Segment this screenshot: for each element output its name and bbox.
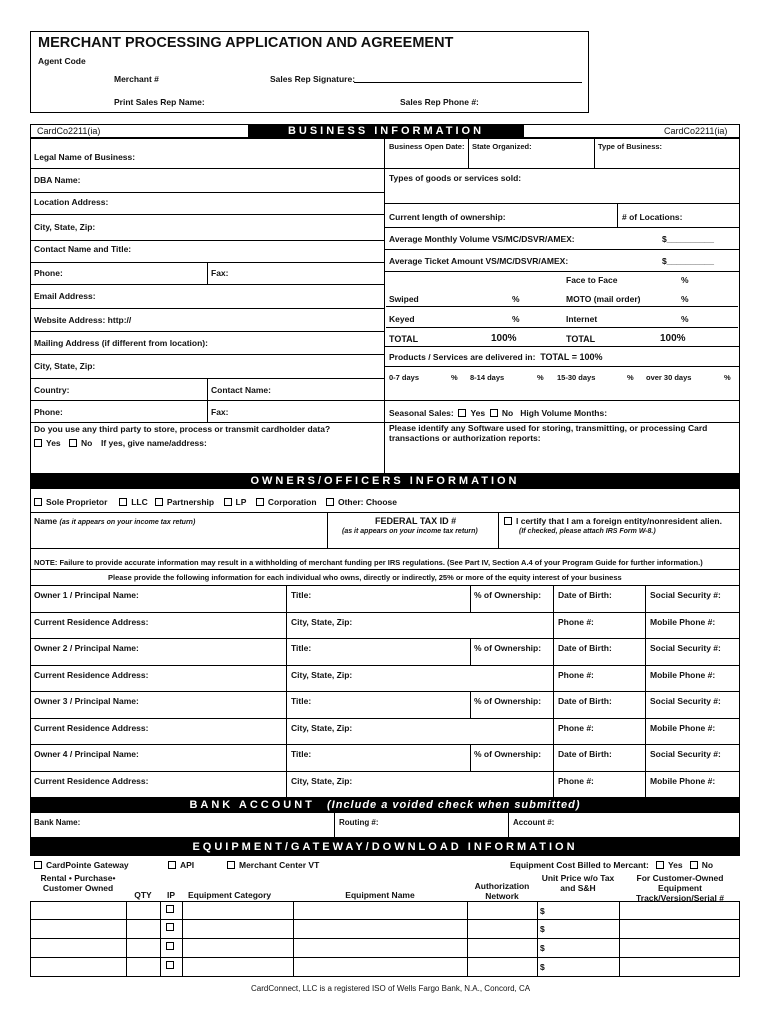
keyed-pct[interactable]: %	[512, 314, 520, 324]
ip-checkbox-icon[interactable]	[166, 961, 174, 969]
ownership-length-field[interactable]: Current length of ownership:	[389, 212, 506, 222]
col-authorization-network: Authorization Network	[474, 881, 530, 901]
owner-ownership-pct[interactable]: % of Ownership:	[474, 643, 542, 653]
owner-city-state-zip[interactable]: City, State, Zip:	[291, 775, 353, 786]
email-field[interactable]: Email Address:	[34, 291, 96, 301]
city-state-zip-field[interactable]: City, State, Zip:	[34, 222, 96, 232]
keyed-label: Keyed	[389, 314, 415, 324]
ip-checkbox-icon[interactable]	[166, 905, 174, 913]
face-to-face-label: Face to Face	[566, 275, 618, 285]
checkbox-icon[interactable]	[168, 861, 176, 869]
checkbox-icon[interactable]	[34, 861, 42, 869]
location-address-field[interactable]: Location Address:	[34, 197, 109, 207]
checkbox-icon[interactable]	[34, 498, 42, 506]
col-equipment-category: Equipment Category	[188, 890, 272, 900]
owner-mobile-phone[interactable]: Mobile Phone #:	[650, 775, 716, 786]
merchant-center-vt[interactable]: Merchant Center VT	[227, 860, 319, 870]
agent-code-label: Agent Code	[38, 56, 86, 66]
business-open-date[interactable]: Business Open Date:	[389, 142, 465, 151]
foreign-entity-certify[interactable]: I certify that I am a foreign entity/nonresident alien.	[504, 516, 722, 526]
third-party-yes[interactable]: Yes	[34, 438, 61, 448]
owner-mobile-phone[interactable]: Mobile Phone #:	[650, 669, 716, 680]
delivery-0-7[interactable]: 0-7 days	[389, 373, 420, 382]
owner-phone[interactable]: Phone #:	[558, 722, 594, 733]
federal-tax-id-label[interactable]: FEDERAL TAX ID #	[375, 516, 457, 526]
dba-name-field[interactable]: DBA Name:	[34, 175, 81, 185]
checkbox-icon[interactable]	[458, 409, 466, 417]
bank-bar: BANK ACCOUNT (Include a voided check when submitted)	[30, 798, 740, 812]
col-unit-price: Unit Price w/o Tax and S&H	[541, 873, 615, 893]
checkbox-icon[interactable]	[34, 439, 42, 447]
type-of-business[interactable]: Type of Business:	[598, 142, 663, 151]
owner-city-state-zip[interactable]: City, State, Zip:	[291, 669, 353, 680]
owner-ownership-pct[interactable]: % of Ownership:	[474, 590, 542, 600]
mailing-city-field[interactable]: City, State, Zip:	[34, 361, 96, 371]
owner-city-state-zip[interactable]: City, State, Zip:	[291, 722, 353, 733]
checkbox-icon[interactable]	[155, 498, 163, 506]
account-field[interactable]: Account #:	[513, 818, 555, 827]
owner-ssn[interactable]: Social Security #:	[650, 643, 721, 653]
col-ip: IP	[166, 890, 176, 900]
ownership-instruction: Please provide the following information for each individual who owns, directly or indirectly, 25% or more of the equity interest of your business	[108, 573, 622, 582]
third-party-question: Do you use any third party to store, process or transmit cardholder data?	[34, 424, 331, 434]
equipment-bar: EQUIPMENT/GATEWAY/DOWNLOAD INFORMATION	[30, 838, 740, 856]
swiped-pct[interactable]: %	[512, 294, 520, 304]
avg-monthly-volume[interactable]: Average Monthly Volume VS/MC/DSVR/AMEX:	[389, 234, 575, 244]
moto-pct[interactable]: %	[681, 294, 689, 304]
owner-ownership-pct[interactable]: % of Ownership:	[474, 749, 542, 759]
routing-field[interactable]: Routing #:	[339, 818, 379, 827]
checkbox-icon[interactable]	[504, 517, 512, 525]
tax-id-note: (as it appears on your income tax return)	[342, 528, 478, 535]
moto-label: MOTO (mail order)	[566, 294, 641, 304]
total2-value: 100%	[660, 333, 686, 344]
owner-residence-address[interactable]: Current Residence Address:	[34, 722, 149, 733]
owner-title[interactable]: Title:	[291, 749, 312, 759]
owner-principal-name[interactable]: Owner 1 / Principal Name:	[34, 590, 139, 600]
face-to-face-pct[interactable]: %	[681, 275, 689, 285]
owner-dob[interactable]: Date of Birth:	[558, 749, 612, 759]
delivery-over-30[interactable]: over 30 days	[646, 373, 692, 382]
total-value: 100%	[491, 333, 517, 344]
unit-price-dollar[interactable]: $	[540, 906, 545, 916]
checkbox-icon[interactable]	[69, 439, 77, 447]
owner-principal-name[interactable]: Owner 2 / Principal Name:	[34, 643, 139, 653]
unit-price-dollar[interactable]: $	[540, 943, 545, 953]
certify-note: (If checked, please attach IRS Form W-8.)	[519, 528, 656, 535]
owner-dob[interactable]: Date of Birth:	[558, 590, 612, 600]
owner-ssn[interactable]: Social Security #:	[650, 590, 721, 600]
checkbox-icon[interactable]	[326, 498, 334, 506]
signature-line[interactable]	[354, 82, 582, 83]
checkbox-icon[interactable]	[119, 498, 127, 506]
seasonal-sales: Seasonal Sales: Yes No High Volume Months:	[389, 408, 608, 418]
delivery-8-14[interactable]: 8-14 days	[470, 373, 505, 382]
business-info-bar: BUSINESS INFORMATION	[248, 124, 524, 138]
delivery-pct-4[interactable]: %	[724, 373, 731, 382]
owner-principal-name[interactable]: Owner 4 / Principal Name:	[34, 749, 139, 759]
print-sales-rep-name-label: Print Sales Rep Name:	[114, 97, 205, 107]
col-equipment-name: Equipment Name	[345, 890, 415, 900]
state-organized[interactable]: State Organized:	[472, 142, 532, 151]
software-question: Please identify any Software used for storing, transmitting, or processing Card transactions or authorization reports:	[389, 423, 708, 443]
unit-price-dollar[interactable]: $	[540, 924, 545, 934]
owner-ssn[interactable]: Social Security #:	[650, 749, 721, 759]
irs-note: NOTE: Failure to provide accurate information may result in a withholding of merchant funding per IRS regulations. (See Part IV, Section A.4 of your Program Guide for further information.)	[34, 558, 703, 567]
sales-rep-phone-label: Sales Rep Phone #:	[400, 97, 479, 107]
form-code-left: CardCo2211(ia)	[37, 126, 101, 136]
merchant-number-label: Merchant #	[114, 74, 159, 84]
internet-label: Internet	[566, 314, 598, 324]
owners-bar: OWNERS/OFFICERS INFORMATION	[30, 474, 740, 488]
owner-phone[interactable]: Phone #:	[558, 616, 594, 627]
entity-type-row: Sole Proprietor LLC Partnership LP Corporation Other: Choose	[34, 497, 397, 507]
page-title: MERCHANT PROCESSING APPLICATION AND AGREEMENT	[38, 35, 454, 51]
owner-dob[interactable]: Date of Birth:	[558, 643, 612, 653]
fax2-field[interactable]: Fax:	[211, 407, 229, 417]
if-yes-label: If yes, give name/address:	[101, 438, 207, 448]
checkbox-icon[interactable]	[224, 498, 232, 506]
owner-residence-address[interactable]: Current Residence Address:	[34, 616, 149, 627]
col-qty: QTY	[134, 890, 152, 900]
swiped-label: Swiped	[389, 294, 419, 304]
equipment-cost-billed[interactable]: Equipment Cost Billed to Mercant: Yes No	[510, 860, 714, 870]
owner-city-state-zip[interactable]: City, State, Zip:	[291, 616, 353, 627]
sales-rep-signature-label: Sales Rep Signature:	[270, 74, 356, 84]
owner-residence-address[interactable]: Current Residence Address:	[34, 669, 149, 680]
checkbox-icon[interactable]	[227, 861, 235, 869]
legal-name-field[interactable]: Legal Name of Business:	[34, 152, 136, 162]
unit-price-dollar[interactable]: $	[540, 962, 545, 972]
goods-services-field[interactable]: Types of goods or services sold:	[389, 173, 522, 183]
delivery-pct-3[interactable]: %	[627, 373, 634, 382]
owner-title[interactable]: Title:	[291, 590, 312, 600]
contact-name-field[interactable]: Contact Name:	[211, 385, 271, 395]
bank-grid	[30, 812, 740, 838]
owner-title[interactable]: Title:	[291, 643, 312, 653]
owner-ownership-pct[interactable]: % of Ownership:	[474, 696, 542, 706]
owner-ssn[interactable]: Social Security #:	[650, 696, 721, 706]
website-field[interactable]: Website Address: http://	[34, 315, 132, 325]
checkbox-icon[interactable]	[690, 861, 698, 869]
checkbox-icon[interactable]	[256, 498, 264, 506]
equipment-table	[30, 901, 740, 977]
total2-label: TOTAL	[566, 334, 596, 344]
avg-monthly-amount[interactable]: $__________	[662, 234, 715, 244]
owner-phone[interactable]: Phone #:	[558, 669, 594, 680]
checkbox-icon[interactable]	[656, 861, 664, 869]
checkbox-icon[interactable]	[490, 409, 498, 417]
locations-field[interactable]: # of Locations:	[622, 212, 683, 222]
owner-dob[interactable]: Date of Birth:	[558, 696, 612, 706]
owner-residence-address[interactable]: Current Residence Address:	[34, 775, 149, 786]
internet-pct[interactable]: %	[681, 314, 689, 324]
owner-title[interactable]: Title:	[291, 696, 312, 706]
delivery-15-30[interactable]: 15-30 days	[557, 373, 596, 382]
owner-principal-name[interactable]: Owner 3 / Principal Name:	[34, 696, 139, 706]
ip-checkbox-icon[interactable]	[166, 923, 174, 931]
avg-ticket-amount[interactable]: Average Ticket Amount VS/MC/DSVR/AMEX:	[389, 256, 569, 266]
owner-mobile-phone[interactable]: Mobile Phone #:	[650, 722, 716, 733]
form-code-right: CardCo2211(ia)	[664, 126, 728, 136]
contact-name-title-field[interactable]: Contact Name and Title:	[34, 244, 132, 254]
bank-name-field[interactable]: Bank Name:	[34, 818, 81, 827]
col-customer-owned: For Customer-Owned Equipment Track/Version/Serial #	[636, 873, 724, 903]
country-field[interactable]: Country:	[34, 385, 70, 395]
api-option[interactable]: API	[168, 860, 194, 870]
third-party-no[interactable]: No	[69, 438, 92, 448]
cardpointe-gateway[interactable]: CardPointe Gateway	[34, 860, 129, 870]
delivery-pct-2[interactable]: %	[537, 373, 544, 382]
ip-checkbox-icon[interactable]	[166, 942, 174, 950]
phone2-field[interactable]: Phone:	[34, 407, 63, 417]
delivered-label: Products / Services are delivered in: TOTAL = 100%	[389, 352, 603, 362]
fax-field[interactable]: Fax:	[211, 268, 229, 278]
delivery-pct-1[interactable]: %	[451, 373, 458, 382]
name-field[interactable]: Name (as it appears on your income tax return)	[34, 516, 196, 526]
mailing-address-field[interactable]: Mailing Address (if different from location):	[34, 338, 208, 348]
footer-text: CardConnect, LLC is a registered ISO of Wells Fargo Bank, N.A., Concord, CA	[251, 984, 531, 993]
phone-field[interactable]: Phone:	[34, 268, 63, 278]
col-rental: Rental • Purchase• Customer Owned	[40, 873, 116, 893]
avg-ticket-value[interactable]: $__________	[662, 256, 715, 266]
owner-mobile-phone[interactable]: Mobile Phone #:	[650, 616, 716, 627]
owner-phone[interactable]: Phone #:	[558, 775, 594, 786]
total-label: TOTAL	[389, 334, 419, 344]
